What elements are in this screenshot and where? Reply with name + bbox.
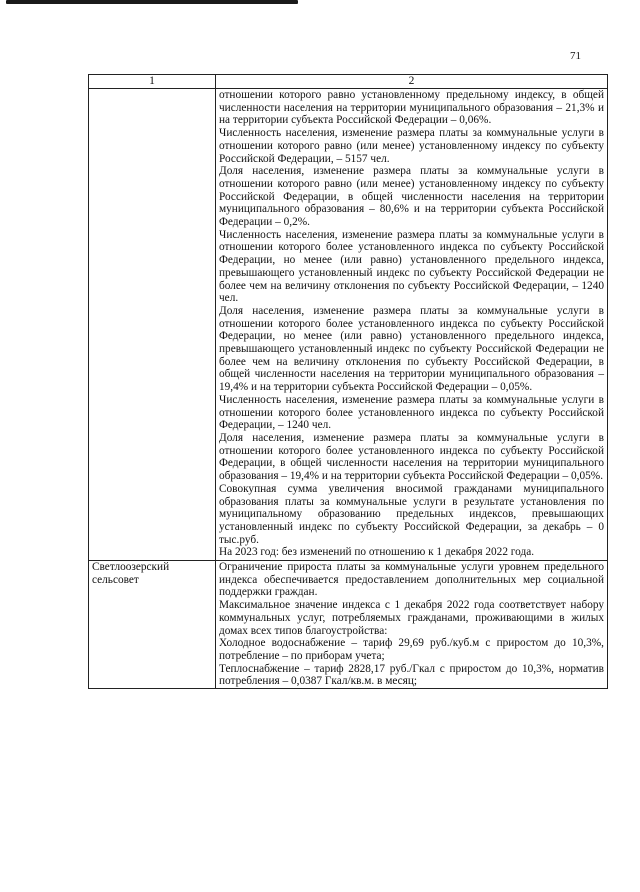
paragraph: Доля населения, изменение размера платы за коммунальные услуги в отношении которого равно (или менее) установленному индексу по субъекту Российской Федерации, в общей численности населения на территории муниципального образования – 80,6% и на территории субъекта Российской Федерации – 0,2%.: [219, 165, 604, 229]
paragraph: Теплоснабжение – тариф 2828,17 руб./Гкал с приростом до 10,3%, норматив потребления – 0,0387 Гкал/кв.м. в месяц;: [219, 662, 604, 688]
scan-artifact-bar: [6, 0, 298, 4]
table-row: [89, 561, 608, 689]
paragraph: На 2023 год: без изменений по отношению к 1 декабря 2022 года.: [219, 546, 535, 559]
paragraph: Численность населения, изменение размера платы за коммунальные услуги в отношении которого более установленного индекса по субъекту Российской Федерации, – 1240 чел.: [219, 393, 604, 432]
table-header-row: [89, 75, 608, 89]
municipality-name-line: сельсовет: [92, 573, 139, 586]
paragraph: Холодное водоснабжение – тариф 29,69 руб./куб.м с приростом до 10,3%, потребление – по приборам учета;: [219, 637, 604, 662]
column-header-2: 2: [216, 75, 608, 89]
paragraph: Численность населения, изменение размера платы за коммунальные услуги в отношении которого более установленного индекса по субъекту Российской Федерации, но менее (или равно) установленного предельного индекса, превышающего установленный индекс по субъекту Российской Федерации не более чем на величину отклонения по субъекту Российской Федерации, – 1240 чел.: [219, 228, 604, 305]
paragraph: Доля населения, изменение размера платы за коммунальные услуги в отношении которого более установленного индекса по субъекту Российской Федерации, но менее (или равно) установленного предельного индекса, превышающего установленный индекс по субъекту Российской Федерации не более чем на величину отклонения по субъекту Российской Федерации, в общей численности населения на территории муниципального образования – 19,4% и на территории субъекта Российской Федерации – 0,05%.: [219, 304, 604, 394]
column-header-1: 1: [89, 75, 216, 89]
municipality-cell: [89, 561, 216, 689]
paragraph: Доля населения, изменение размера платы за коммунальные услуги в отношении которого более установленного индекса по субъекту Российской Федерации, в общей численности населения на территории муниципального образования – 19,4% и на территории субъекта Российской Федерации – 0,05%.: [219, 431, 604, 483]
municipality-cell: [89, 89, 216, 561]
data-table: [88, 74, 608, 689]
table-row: [89, 89, 608, 561]
paragraph: отношении которого равно установленному предельному индексу, в общей численности населения на территории муниципального образования – 21,3% и на территории субъекта Российской Федерации – 0,06%.: [219, 89, 604, 127]
paragraph: Численность населения, изменение размера платы за коммунальные услуги в отношении которого равно (или менее) установленному индексу по субъекту Российской Федерации, – 5157 чел.: [219, 127, 604, 165]
paragraph: Ограничение прироста платы за коммунальные услуги уровнем предельного индекса обеспечивается предоставлением дополнительных мер социальной поддержки граждан.: [219, 561, 604, 599]
description-cell: [216, 89, 608, 561]
description-cell: [216, 561, 608, 689]
paragraph: Совокупная сумма увеличения вносимой гражданами муниципального образования платы за коммунальные услуги в результате установления по муниципальному образованию предельных индексов, превышающих установленный индекс по субъекту Российской Федерации, за декабрь – 0 тыс.руб.: [219, 482, 604, 546]
page-number: 71: [570, 50, 581, 62]
paragraph: Максимальное значение индекса с 1 декабря 2022 года соответствует набору коммунальных услуг, потребляемых гражданами, проживающими в жилых домах всех типов благоустройства:: [219, 599, 604, 637]
municipality-name-line: Светлоозерский: [92, 561, 170, 574]
